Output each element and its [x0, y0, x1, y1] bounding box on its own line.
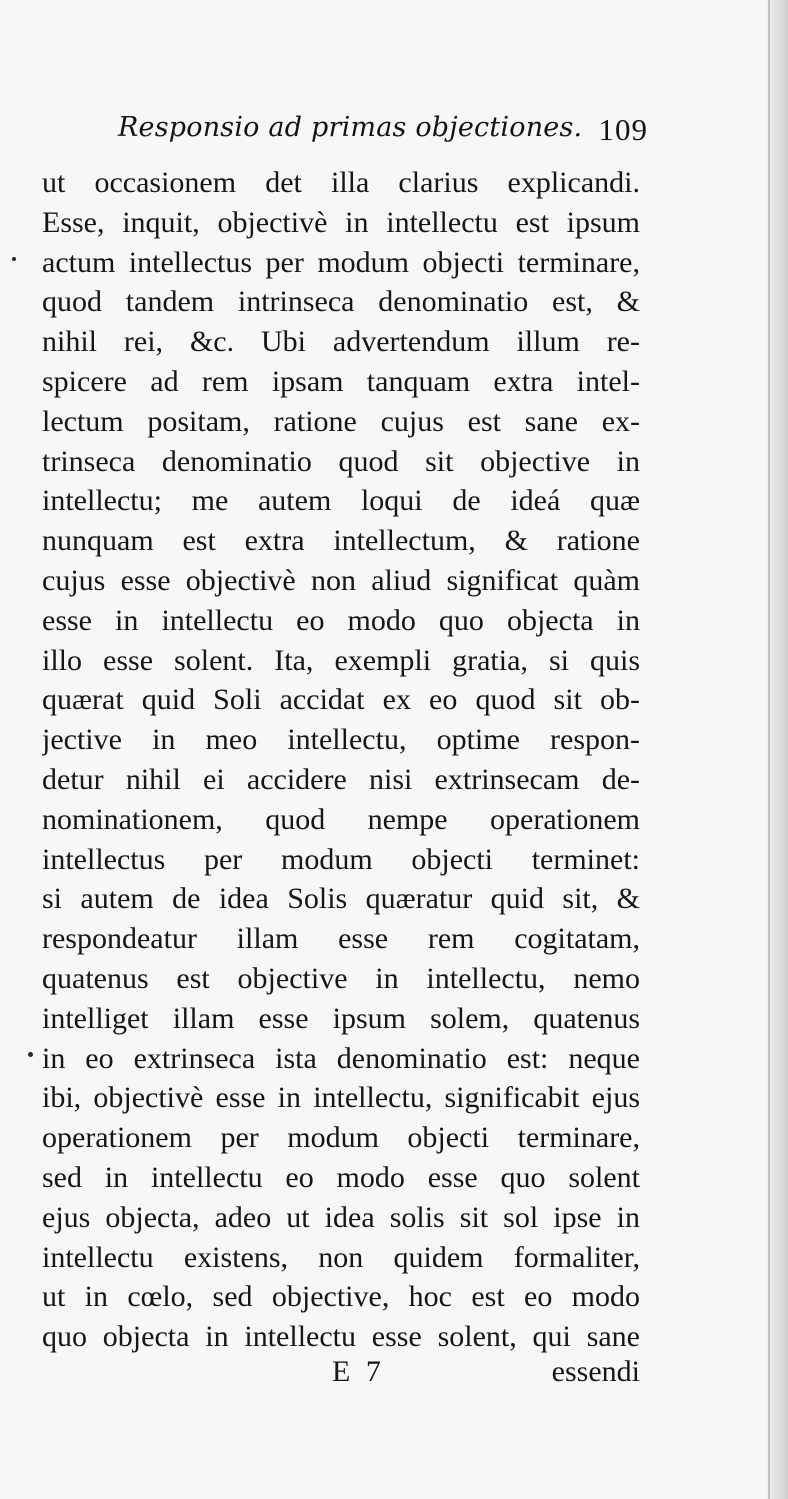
body-text	[42, 163, 640, 1357]
page-edge-line	[768, 0, 770, 1499]
page-header	[118, 112, 648, 156]
text-line: ut in cœlo, sed objective, hoc est eo modo	[42, 1280, 640, 1314]
text-line: quo objecta in intellectu esse solent, qui sane	[42, 1320, 640, 1354]
page-footer	[42, 1355, 640, 1399]
catchword: essendi	[551, 1355, 640, 1388]
text-line: esse in intellectu eo modo quo objecta in	[42, 603, 640, 637]
text-line: intelliget illam esse ipsum solem, quatenus	[42, 1001, 640, 1035]
text-line: trinseca denominatio quod sit objective in	[42, 444, 640, 478]
text-line: quatenus est objective in intellectu, nemo	[42, 961, 640, 995]
running-head: Responsio ad primas objectiones.	[118, 112, 583, 143]
ink-speck	[12, 257, 16, 261]
text-line: quod tandem intrinseca denominatio est, &	[42, 285, 640, 319]
text-line: jective in meo intellectu, optime respon-	[42, 723, 640, 757]
signature-mark: E 7	[332, 1355, 385, 1388]
text-line: Esse, inquit, objectivè in intellectu est ipsum	[42, 205, 640, 239]
text-line: actum intellectus per modum objecti terminare,	[42, 245, 640, 279]
page-number: 109	[598, 112, 648, 147]
text-line: lectum positam, ratione cujus est sane ex-	[42, 404, 640, 438]
text-line: sed in intellectu eo modo esse quo solent	[42, 1160, 640, 1194]
text-line: nominationem, quod nempe operationem	[42, 802, 640, 836]
text-line: detur nihil ei accidere nisi extrinsecam de-	[42, 762, 640, 796]
text-line: si autem de idea Solis quæratur quid sit, &	[42, 882, 640, 916]
text-line: illo esse solent. Ita, exempli gratia, si quis	[42, 643, 640, 677]
text-line: ut occasionem det illa clarius explicandi.	[42, 166, 640, 199]
text-line: cujus esse objectivè non aliud significat quàm	[42, 563, 640, 597]
text-line: quærat quid Soli accidat ex eo quod sit ob-	[42, 683, 640, 717]
text-line: operationem per modum objecti terminare,	[42, 1121, 640, 1155]
text-line: in eo extrinseca ista denominatio est: neque	[42, 1041, 640, 1075]
text-line: intellectus per modum objecti terminet:	[42, 842, 640, 876]
text-line: nihil rei, &c. Ubi advertendum illum re-	[42, 325, 640, 359]
text-line: intellectu; me autem loqui de ideá quæ	[42, 484, 640, 518]
text-line: respondeatur illam esse rem cogitatam,	[42, 922, 640, 956]
ink-speck	[28, 1052, 33, 1057]
text-line: ejus objecta, adeo ut idea solis sit sol ipse in	[42, 1200, 640, 1234]
text-line: nunquam est extra intellectum, & ratione	[42, 524, 640, 558]
text-line: ibi, objectivè esse in intellectu, significabit ejus	[42, 1081, 640, 1115]
text-line: intellectu existens, non quidem formaliter,	[42, 1240, 640, 1274]
text-line: spicere ad rem ipsam tanquam extra intel-	[42, 364, 640, 398]
